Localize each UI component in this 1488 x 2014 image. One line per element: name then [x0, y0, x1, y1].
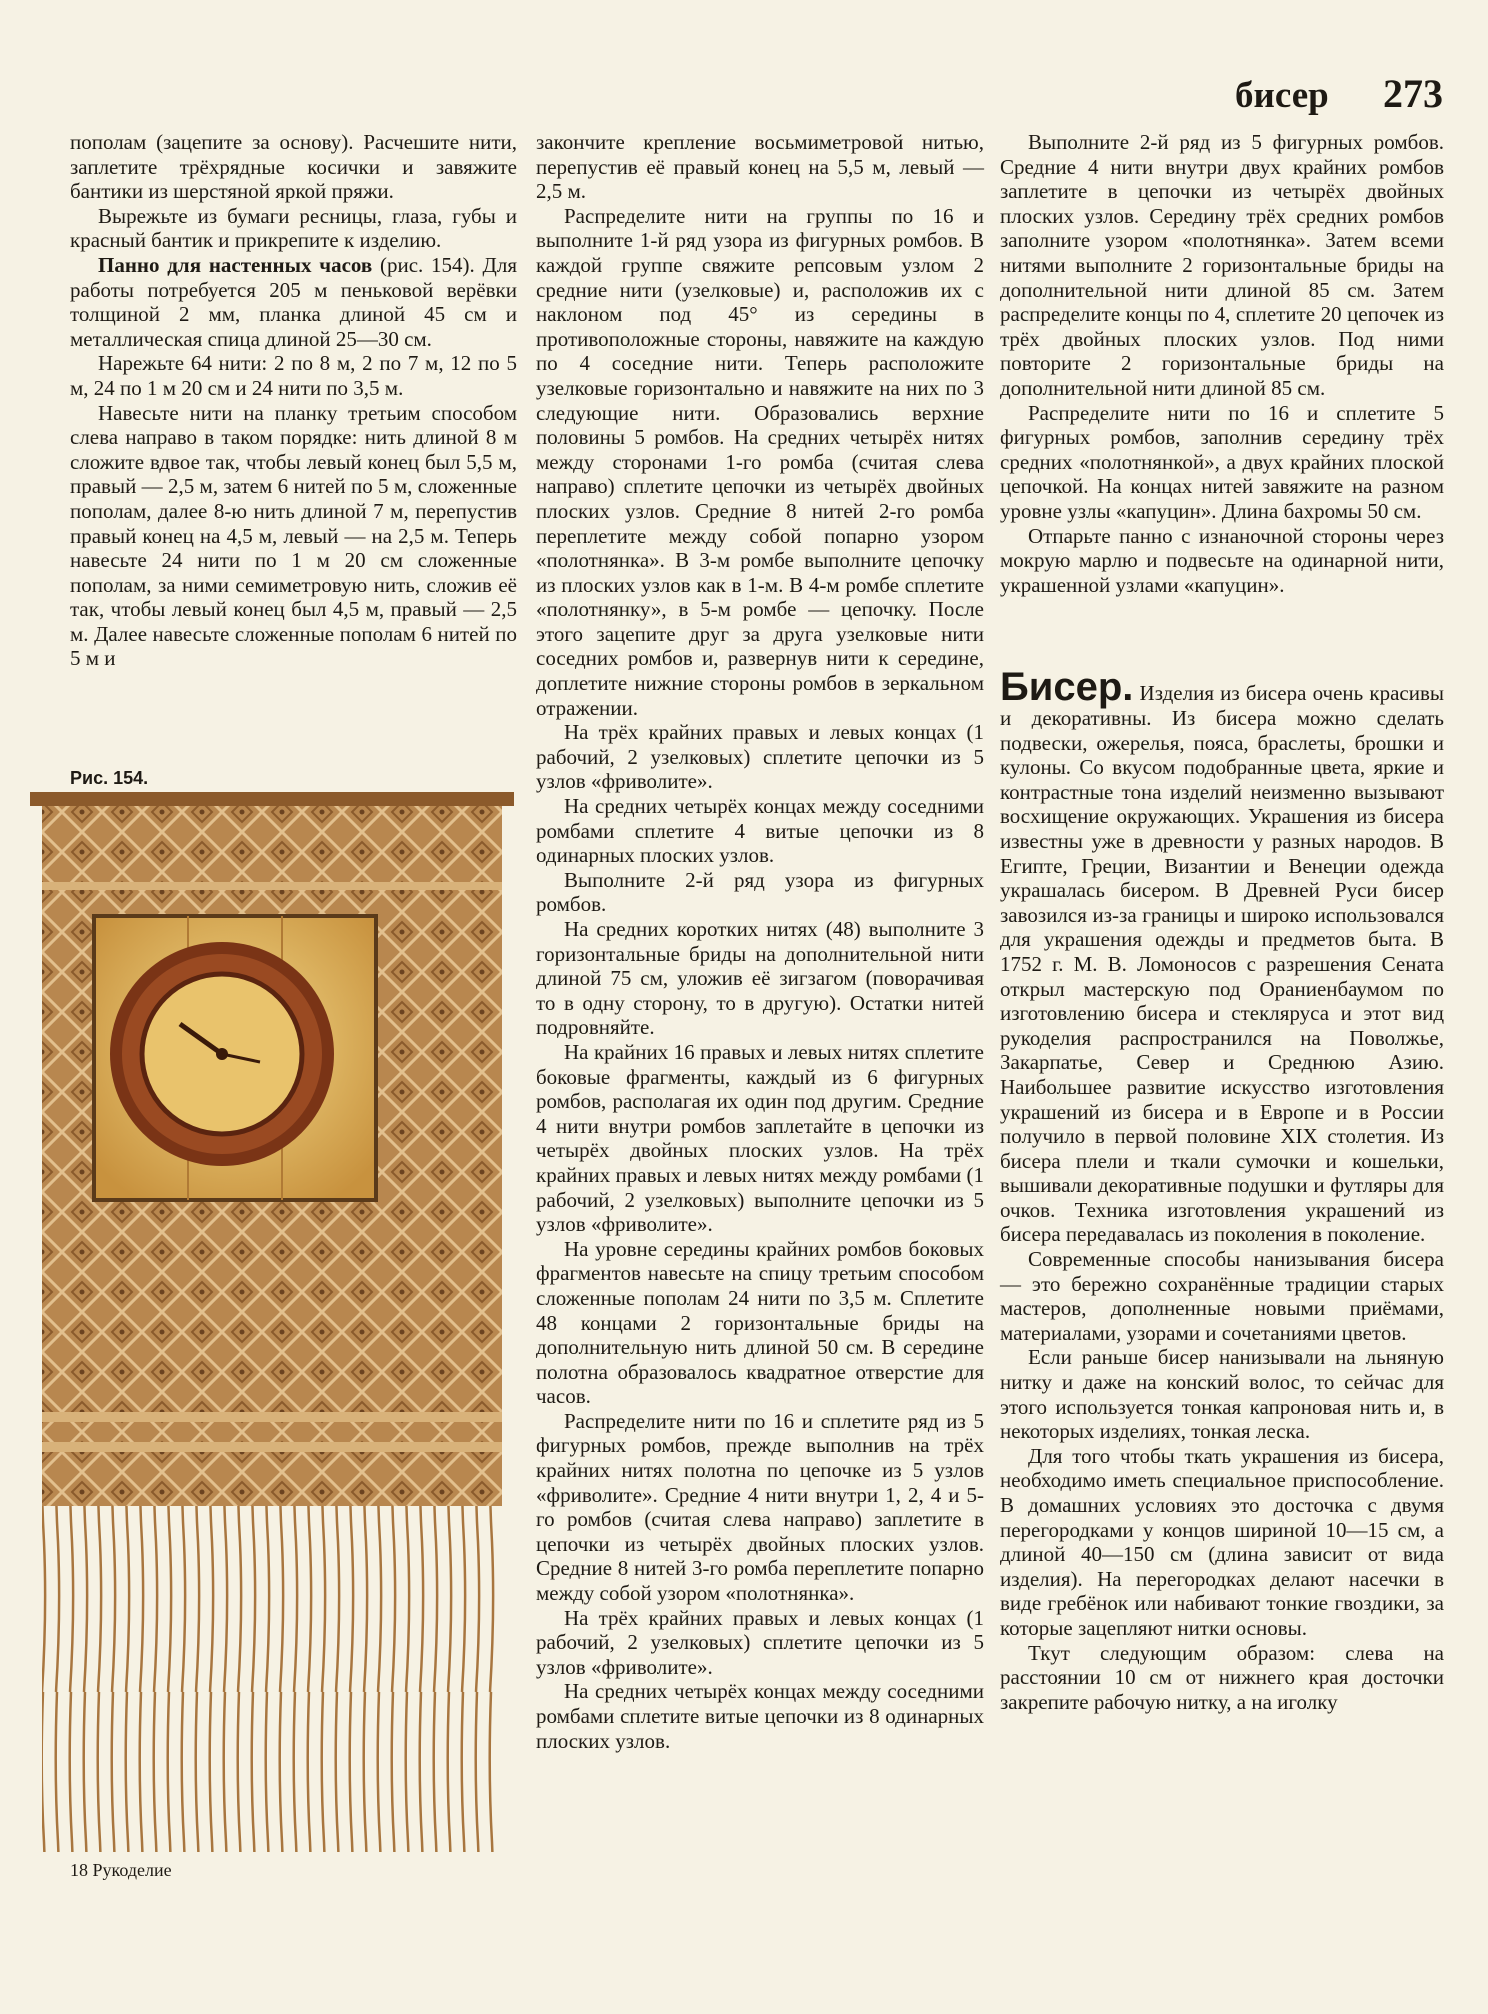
paragraph: На трёх крайних правых и левых концах (1 рабочий, 2 узелковых) сплетите цепочки из 5 узлов «фриволите». [536, 720, 984, 794]
running-header-section: бисер [1235, 75, 1329, 116]
paragraph: На средних четырёх концах между соседними ромбами сплетите 4 витые цепочки из 8 одинарных плоских узлов. [536, 794, 984, 868]
paragraph: Распределите нити по 16 и сплетите ряд из 5 фигурных ромбов, прежде выполнив на трёх крайних нитях полотна по цепочке из 5 узлов «фриволите». Средние 4 нити внутри 1, 2, 4 и 5-го ромбов (считая слева направо) заплетите в цепочки из четырёх двойных плоских узлов. Средние 8 нитей 3-го ромба переплетите попарно между собой узором «полотнянка». [536, 1408, 984, 1606]
paragraph: На средних четырёх концах между соседними ромбами сплетите витые цепочки из 8 одинарных плоских узлов. [536, 1679, 984, 1753]
text-column-3-bottom [1000, 665, 1444, 1714]
paragraph: Выполните 2-й ряд узора из фигурных ромбов. [536, 867, 984, 917]
subsection-title: Панно для настенных часов [98, 252, 373, 277]
paragraph: Выполните 2-й ряд из 5 фигурных ромбов. Средние 4 нити внутри двух крайних ромбов заплетите в цепочки из четырёх двойных плоских узлов. Середину трёх средних ромбов заполните узором «полотнянка». Затем всеми нитями выполните 2 горизонтальные бриды на дополнительной нити длиной 85 см. Затем распределите концы по 4, сплетите 20 цепочек из трёх двойных плоских узлов. Под ними повторите 2 горизонтальные бриды на дополнительной нити длиной 85 см. [1000, 130, 1444, 400]
paragraph: Отпарьте панно с изнаночной стороны через мокрую марлю и подвесьте на одинарной нити, украшенной узлами «капуцин». [1000, 523, 1444, 597]
section-heading: Бисер. [1000, 665, 1134, 709]
paragraph: Распределите нити по 16 и сплетите 5 фигурных ромбов, заполнив середину трёх средних «полотнянкой», а двух крайних плоской цепочкой. На концах нитей завяжите на разном уровне узлы «капуцин». Длина бахромы 50 см. [1000, 400, 1444, 523]
paragraph [70, 253, 517, 351]
paragraph: Вырежьте из бумаги ресницы, глаза, губы и красный бантик и прикрепите к изделию. [70, 203, 517, 253]
paragraph: Если раньше бисер нанизывали на льняную нитку и даже на конский волос, то сейчас для этого используется тонкая капроновая нить и, в некоторых изделиях, тонкая леска. [1000, 1345, 1444, 1444]
paragraph: Для того чтобы ткать украшения из бисера, необходимо иметь специальное приспособление. В домашних условиях это досточка с двумя перегородками у концов шириной 10—15 см, а длиной 40—150 см (длина зависит от вида изделия). На перегородках делают насечки в виде гребёнок или набивают тонкие гвоздики, за которые зацепляют нитки основы. [1000, 1443, 1444, 1640]
paragraph-text: Изделия из бисера очень красивы и декоративны. Из бисера можно сделать подвески, ожерелья, пояса, браслеты, брошки и кулоны. Со вкусом подобранные цвета, яркие и контрастные тона изделий неизменно вызывают восхищение окружающих. Украшения из бисера известны уже в древности у разных народов. В Египте, Греции, Византии и Венеции одежда украшалась бисером. В Древней Руси бисер завозился из-за границы и широко использовался для украшения одежды и предметов быта. В 1752 г. М. В. Ломоносов с разрешения Сената открыл мастерскую под Ораниенбаумом по изготовлению бисера и стекляруса и этот вид рукоделия распространился на Поволжье, Закарпатье, Север и Среднюю Азию. Наибольшее развитие искусство изготовления украшений из бисера и в Европе и в России получило в первой половине XIX столетия. Из бисера плели и ткали сумочки и кошельки, вышивали декоративные подушки и футляры для очков. Техника изготовления украшений из бисера передавалась из поколения в поколение. [1000, 681, 1444, 1247]
macrame-clock-panel-illustration [22, 792, 522, 1852]
text-column-3-top [1000, 130, 1444, 597]
paragraph: На средних коротких нитях (48) выполните 3 горизонтальные бриды на дополнительной нити длиной 75 см, уложив её зигзагом (поворачивая то в одну сторону, то в другую). Остатки нитей подровняйте. [536, 917, 984, 1040]
paragraph: На уровне середины крайних ромбов боковых фрагментов навесьте на спицу третьим способом сложенные пополам 24 нити по 3,5 м. Сплетите 48 концами 2 горизонтальные бриды на дополнительную нить длиной 50 см. В середине полотна образовалось квадратное отверстие для часов. [536, 1236, 984, 1409]
paragraph: Ткут следующим образом: слева на расстоянии 10 см от нижнего края досточки закрепите рабочую нитку, а на иголку [1000, 1640, 1444, 1714]
paragraph: Современные способы нанизывания бисера — это бережно сохранённые традиции старых мастеров, дополненные новыми приёмами, материалами, узорами и сочетаниями цветов. [1000, 1247, 1444, 1345]
paragraph: Нарежьте 64 нити: 2 по 8 м, 2 по 7 м, 12 по 5 м, 24 по 1 м 20 см и 24 нити по 3,5 м. [70, 351, 517, 400]
macrame-fringe [42, 1506, 502, 1852]
paragraph [1000, 665, 1444, 1247]
paragraph-text: (рис. 154). Для работы потребуется 205 м пеньковой верёвки толщиной 2 мм, планка длиной 45 см и металлическая спица длиной 25—30 см. [70, 252, 518, 351]
figure-caption: Рис. 154. [70, 768, 149, 788]
hanging-rod [30, 792, 514, 806]
paragraph: пополам (зацепите за основу). Расчешите нити, заплетите трёхрядные косички и завяжите бантики из шерстяной яркой пряжи. [70, 130, 517, 204]
text-column-1 [70, 130, 517, 671]
text-column-2 [536, 130, 984, 1753]
paragraph: Распределите нити на группы по 16 и выполните 1-й ряд узора из фигурных ромбов. В каждой группе свяжите репсовым узлом 2 средние нити (узелковые) и, расположив их с наклоном под 45° из середины в противоположные стороны, навяжите на каждую по 4 соседние нити. Теперь расположите узелковые горизонтально и навяжите на них по 3 следующие нити. Образовались верхние половины 5 ромбов. На средних четырёх нитях между сторонами 1-го ромба (считая слева направо) сплетите цепочки из четырёх двойных плоских узлов. Средние 8 нитей 2-го ромба переплетите между собой попарно узором «полотнянка». В 3-м ромбе выполните цепочку из плоских узлов как в 1-м. В 4-м ромбе сплетите «полотнянку», в 5-м ромбе — цепочку. После этого зацепите друг за друга узелковые нити соседних ромбов и, развернув нити к середине, доплетите нижние стороны ромбов в зеркальном отражении. [536, 203, 984, 720]
paragraph: На трёх крайних правых и левых концах (1 рабочий, 2 узелковых) сплетите цепочки из 5 узлов «фриволите». [536, 1605, 984, 1679]
paragraph: закончите крепление восьмиметровой нитью, перепустив её правый конец на 5,5 м, левый — 2,5 м. [536, 130, 984, 204]
paragraph: Навесьте нити на планку третьим способом слева направо в таком порядке: нить длиной 8 м сложите вдвое так, чтобы левый конец был 5,5 м, правый — 2,5 м, затем 6 нитей по 5 м, сложенные пополам, далее 8-ю нить длиной 7 м, перепустив правый конец на 4,5 м, левый — на 2,5 м. Теперь навесьте 24 нити по 1 м 20 см сложенные пополам, за ними семиметровую нить, сложив её так, чтобы левый конец был 4,5 м, правый — 2,5 м. Далее навесьте сложенные пополам 6 нитей по 5 м и [70, 400, 517, 671]
paragraph: На крайних 16 правых и левых нитях сплетите боковые фрагменты, каждый из 6 фигурных ромбов, располагая их один под другим. Средние 4 нити внутри ромбов заплетайте в цепочки из четырёх двойных плоских узлов. На трёх крайних правых и левых нитях между ромбами (1 рабочий, 2 узелковых) выполните цепочки из 5 узлов «фриволите». [536, 1039, 984, 1237]
page-footer: 18 Рукоделие [70, 1860, 172, 1880]
page-number: 273 [1383, 71, 1443, 116]
